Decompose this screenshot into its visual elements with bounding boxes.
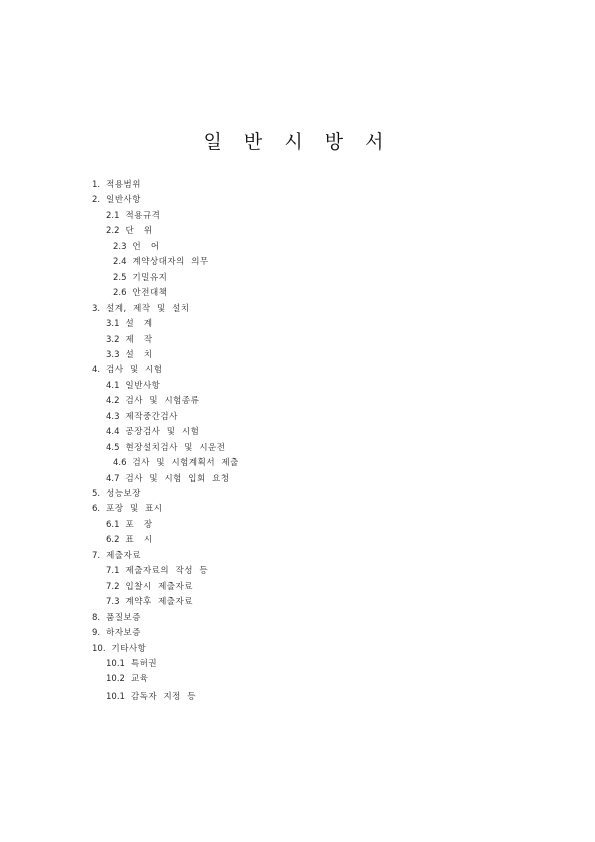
toc-entry-number: 10.1 [106,691,125,702]
toc-entry-number: 3. [92,303,101,314]
toc-entry-number: 6.1 [106,519,120,530]
toc-entry [106,692,196,703]
toc-entry-number: 7.3 [106,597,120,608]
toc-entry-number: 2.3 [113,241,127,252]
toc-entry-label: 계약후 제출자료 [125,597,193,608]
toc-entry-number: 10.2 [106,674,125,685]
toc-entry-label: 성능보장 [106,489,141,499]
toc-entry [106,474,230,485]
toc-entry-number: 7.2 [106,581,120,592]
toc-entry-label: 현장설치검사 및 시운전 [125,442,226,453]
toc-entry [113,273,167,284]
document-title: 일 반 시 방 서 [203,131,392,153]
toc-entry [92,180,141,191]
toc-entry [92,644,146,655]
toc-entry [106,396,199,407]
toc-entry-label: 일반사항 [106,195,141,206]
toc-entry-label: 교육 [130,674,149,685]
toc-entry [92,613,141,624]
toc-entry [92,365,163,376]
toc-entry-label: 설 치 [125,349,153,360]
toc-entry-label: 설계, 제작 및 설치 [106,303,190,314]
toc-entry [113,257,209,268]
toc-entry-number: 2.4 [113,257,127,268]
toc-entry-label: 계약상대자의 의무 [132,257,209,268]
toc-entry-number: 6. [92,504,101,515]
toc-entry-number: 4.1 [106,380,120,391]
toc-entry-label: 검사 및 시험 입회 요청 [125,473,230,484]
toc-entry [113,242,160,253]
toc-entry [92,504,163,515]
toc-entry-label: 제출자료 [106,550,141,561]
toc-entry-label: 포장 및 표시 [106,504,163,515]
toc-entry-number: 4.2 [106,396,120,407]
toc-entry [106,335,153,346]
toc-entry-number: 4.6 [113,458,127,469]
toc-entry-label: 일반사항 [125,380,161,391]
toc-entry-label: 기타사항 [111,643,147,654]
toc-entry-number: 2.2 [106,226,120,237]
toc-entry-label: 제작중간검사 [125,411,178,422]
toc-entry [106,350,153,361]
toc-entry-number: 4.7 [106,473,120,484]
toc-entry [106,535,153,546]
toc-entry-label: 표 시 [125,535,153,546]
toc-entry-label: 제 작 [125,334,153,345]
toc-entry [92,304,190,315]
toc-entry [106,443,225,454]
toc-entry-number: 4.4 [106,427,120,438]
toc-entry-number: 10.1 [106,658,125,669]
toc-entry-number: 2.6 [113,288,127,299]
toc-entry [106,597,193,608]
toc-entry-label: 포 장 [125,519,153,530]
toc-entry [106,582,193,593]
toc-entry [106,381,160,392]
toc-entry-number: 3.3 [106,349,120,360]
toc-entry-label: 감독자 지정 등 [130,691,197,702]
toc-entry-label: 언 어 [132,241,160,252]
toc-entry-number: 7.1 [106,566,120,577]
toc-entry [113,288,167,299]
toc-entry-label: 검사 및 시험종류 [125,396,200,407]
toc-entry-number: 5. [92,489,101,499]
toc-entry [92,489,141,500]
toc-entry-number: 8. [92,612,101,623]
toc-entry-label: 입찰시 제출자료 [125,581,193,592]
toc-entry [92,628,141,639]
toc-entry-label: 제출자료의 작성 등 [125,566,209,577]
toc-entry-label: 공장검사 및 시험 [125,427,200,438]
toc-entry-number: 3.1 [106,319,120,330]
toc-entry-number: 4. [92,365,101,376]
toc-entry-label: 특허권 [130,658,158,669]
toc-entry-label: 안전대책 [132,288,168,299]
toc-entry [106,226,153,237]
toc-entry-label: 적용규격 [125,210,161,221]
toc-entry-label: 설 계 [125,319,153,330]
toc-entry-label: 단 위 [125,226,153,237]
toc-entry-number: 2.5 [113,272,127,283]
toc-entry [106,674,148,685]
toc-entry-label: 하자보증 [106,628,141,639]
toc-entry-number: 7. [92,550,101,561]
toc-entry-number: 1. [92,180,101,190]
toc-entry [106,566,208,577]
toc-entry [106,659,157,670]
toc-entry-label: 검사 및 시험계획서 제출 [132,458,239,469]
toc-entry-number: 2.1 [106,210,120,221]
toc-entry-number: 2. [92,195,101,206]
toc-entry-number: 3.2 [106,334,120,345]
toc-entry [106,319,153,330]
toc-entry-number: 6.2 [106,535,120,546]
toc-entry [92,551,141,562]
toc-entry [106,211,160,222]
toc-entry-label: 적용범위 [106,180,141,190]
toc-entry-number: 4.5 [106,442,120,453]
toc-entry [106,520,153,531]
toc-entry [106,427,199,438]
toc-entry [106,412,178,423]
toc-entry-label: 품질보증 [106,612,141,623]
toc-entry-number: 9. [92,628,101,639]
toc-entry-number: 10. [92,643,106,654]
toc-entry-label: 검사 및 시험 [106,365,163,376]
toc-entry-number: 4.3 [106,411,120,422]
toc-entry-label: 기밀유지 [132,272,168,283]
toc-entry [113,458,239,469]
toc-entry [92,195,141,206]
